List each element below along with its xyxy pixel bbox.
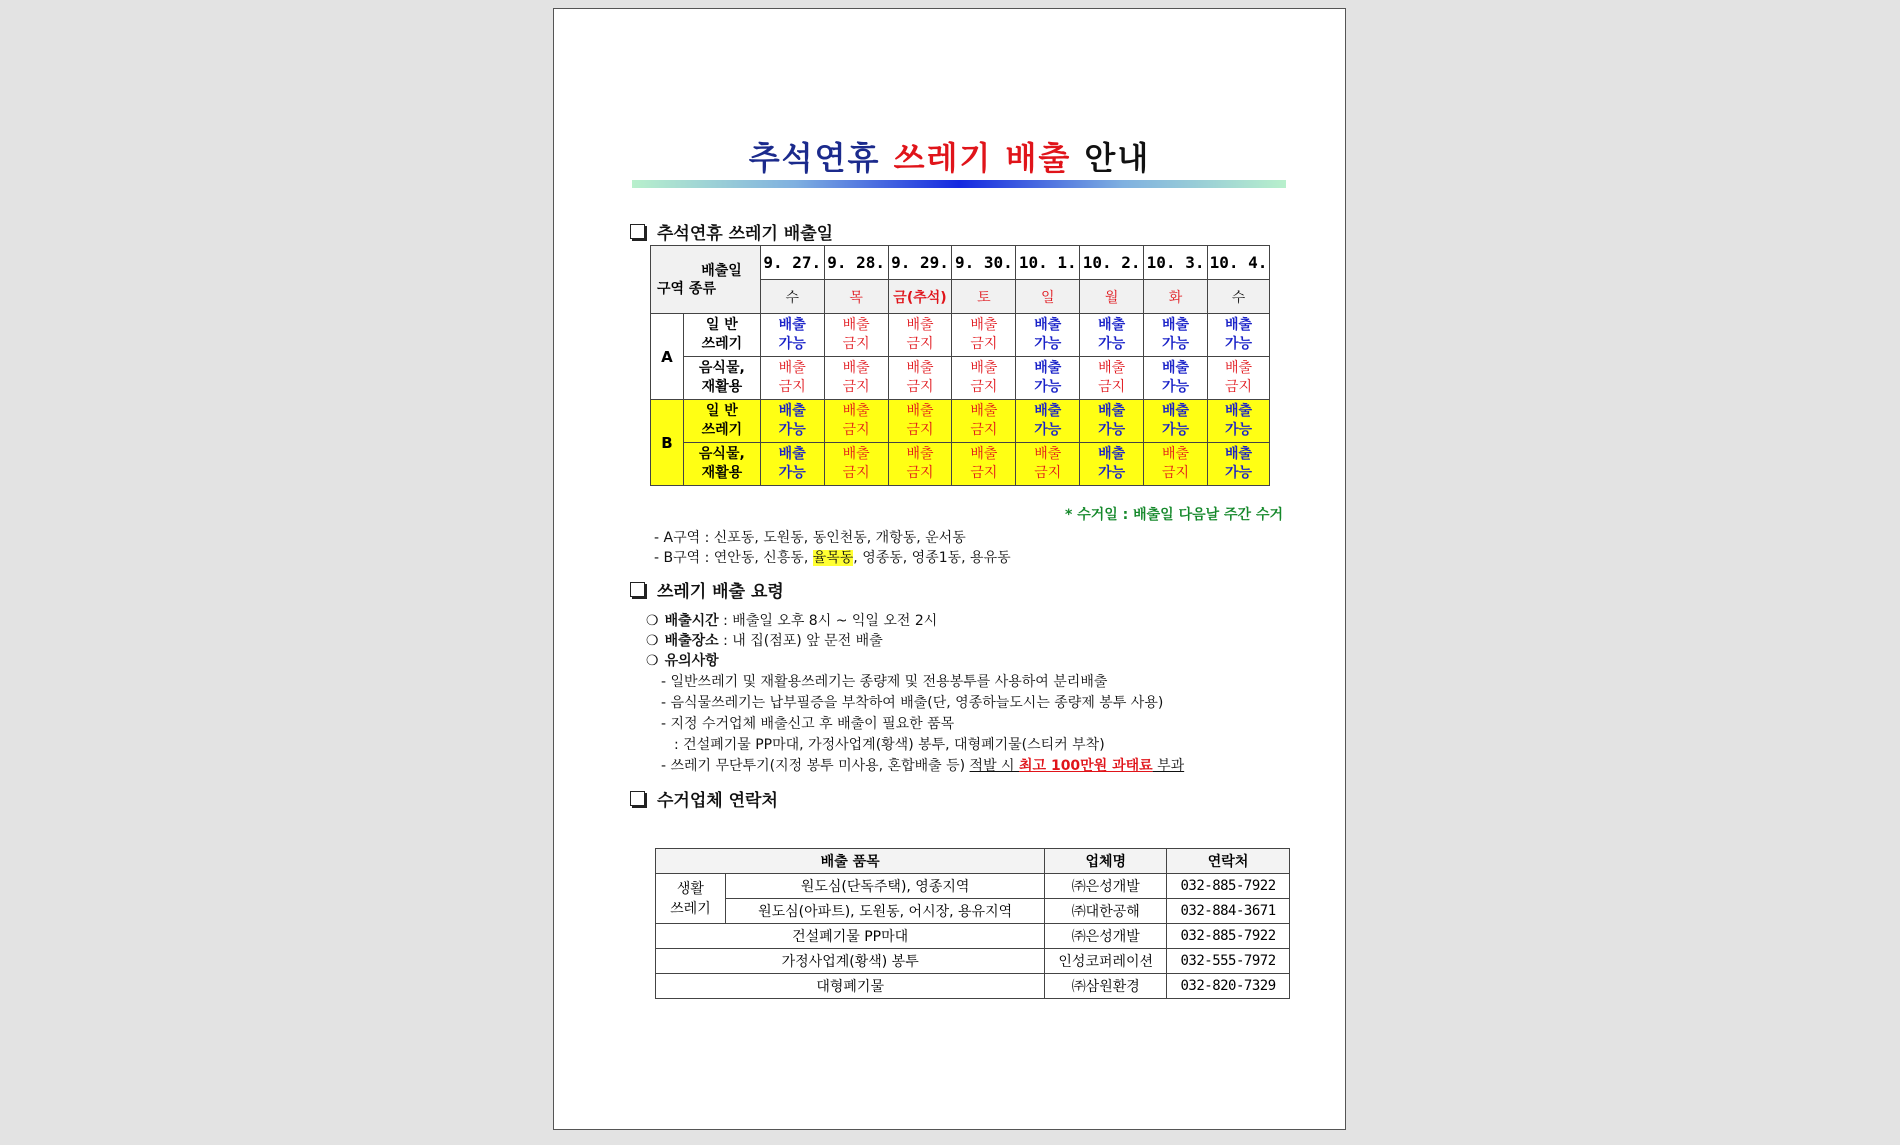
status-prohibited: 배출 금지 [952,443,1016,486]
note4-prefix: - 쓰레기 무단투기(지정 봉투 미사용, 혼합배출 등) [661,758,970,774]
status-allowed: 배출 가능 [760,443,824,486]
section1-heading [630,219,833,244]
status-prohibited: 배출 금지 [760,357,824,400]
contact-item: 대형폐기물 [656,974,1045,999]
contact-group-label: 생활 쓰레기 [656,874,726,924]
status-allowed: 배출 가능 [760,400,824,443]
status-allowed: 배출 가능 [1080,314,1144,357]
date-cell: 9. 30. [952,246,1016,280]
zone-b-highlight: 율목동 [812,550,854,566]
waste-type-label: 일 반 쓰레기 [683,400,760,443]
circle-bullet-icon: ❍ [646,653,659,669]
page-title [554,133,1345,179]
collection-note: * 수거일 : 배출일 다음날 주간 수거 [1065,507,1283,523]
contact-item: 원도심(아파트), 도원동, 어시장, 용유지역 [725,899,1044,924]
date-cell: 10. 2. [1080,246,1144,280]
status-prohibited: 배출 금지 [824,443,888,486]
note-3: - 지정 수거업체 배출신고 후 배출이 필요한 품목 [661,716,955,732]
contact-table [655,848,1290,999]
contact-header-phone: 연락처 [1167,849,1290,874]
contact-phone: 032-884-3671 [1167,899,1290,924]
contact-phone: 032-885-7922 [1167,924,1290,949]
contact-phone: 032-820-7329 [1167,974,1290,999]
status-allowed: 배출 가능 [1016,357,1080,400]
schedule-row [651,357,1270,400]
title-part3: 안내 [1084,139,1151,177]
contact-company: ㈜은성개발 [1045,924,1167,949]
checkbox-square-icon [630,224,645,239]
note4-suffix: 부과 [1152,758,1185,774]
contact-header-company: 업체명 [1045,849,1167,874]
status-prohibited: 배출 금지 [824,314,888,357]
status-prohibited: 배출 금지 [888,443,952,486]
title-underline-bar [632,180,1286,188]
contact-company: ㈜삼원환경 [1045,974,1167,999]
title-part2: 쓰레기 배출 [893,139,1072,177]
weekday-cell: 일 [1016,280,1080,314]
date-cell: 9. 29. [888,246,952,280]
weekday-cell: 수 [1208,280,1270,314]
status-prohibited: 배출 금지 [952,314,1016,357]
schedule-body [651,314,1270,486]
weekday-cell: 월 [1080,280,1144,314]
notes-label: 유의사항 [664,653,719,669]
note-3b: : 건설폐기물 PP마대, 가정사업계(황색) 봉투, 대형폐기물(스티커 부착) [674,737,1105,753]
zone-b-areas [654,547,1011,567]
note4-red-emphasis: 최고 100만원 과태료 [1019,758,1153,774]
time-label: 배출시간 [664,613,719,629]
status-allowed: 배출 가능 [1208,400,1270,443]
title-part1: 추석연휴 [748,139,881,177]
contact-phone: 032-885-7922 [1167,874,1290,899]
weekday-cell: 금(추석) [888,280,952,314]
contact-item: 원도심(단독주택), 영종지역 [725,874,1044,899]
status-allowed: 배출 가능 [1080,443,1144,486]
status-prohibited: 배출 금지 [824,357,888,400]
schedule-row [651,400,1270,443]
section2-heading-text: 쓰레기 배출 요령 [657,582,784,602]
date-cell: 10. 4. [1208,246,1270,280]
zone-b-suffix: , 영종동, 영종1동, 용유동 [853,550,1011,566]
time-value: : 배출일 오후 8시 ~ 익일 오전 2시 [718,613,938,629]
circle-bullet-icon: ❍ [646,633,659,649]
status-allowed: 배출 가능 [1080,400,1144,443]
status-prohibited: 배출 금지 [1208,357,1270,400]
zone-label: B [651,400,684,486]
notes-line [646,650,719,670]
contact-company: ㈜은성개발 [1045,874,1167,899]
contact-phone: 032-555-7972 [1167,949,1290,974]
contact-item: 가정사업계(황색) 봉투 [656,949,1045,974]
note-4 [661,755,1184,775]
status-allowed: 배출 가능 [1208,314,1270,357]
status-allowed: 배출 가능 [1016,400,1080,443]
waste-type-label: 음식물, 재활용 [683,443,760,486]
place-label: 배출장소 [664,633,719,649]
note-2: - 음식물쓰레기는 납부필증을 부착하여 배출(단, 영종하늘도시는 종량제 봉투 사용) [661,695,1164,711]
zone-b-prefix: - B구역 : 연안동, 신흥동, [654,550,813,566]
circle-bullet-icon: ❍ [646,613,659,629]
schedule-row [651,314,1270,357]
waste-type-label: 음식물, 재활용 [683,357,760,400]
schedule-row [651,443,1270,486]
checkbox-square-icon [630,582,645,597]
status-prohibited: 배출 금지 [824,400,888,443]
status-allowed: 배출 가능 [1144,314,1208,357]
date-cell: 10. 1. [1016,246,1080,280]
status-prohibited: 배출 금지 [1016,443,1080,486]
status-prohibited: 배출 금지 [1144,443,1208,486]
header-bottom-label: 구역 종류 [657,280,716,297]
waste-type-label: 일 반 쓰레기 [683,314,760,357]
section2-heading [630,577,784,602]
date-cell: 9. 27. [760,246,824,280]
contact-header-item: 배출 품목 [656,849,1045,874]
date-cell: 10. 3. [1144,246,1208,280]
header-top-label: 배출일 [701,262,742,279]
status-prohibited: 배출 금지 [1080,357,1144,400]
status-prohibited: 배출 금지 [952,357,1016,400]
section1-heading-text: 추석연휴 쓰레기 배출일 [657,224,834,244]
zone-label: A [651,314,684,400]
section3-heading-text: 수거업체 연락처 [657,791,778,811]
weekday-cell: 토 [952,280,1016,314]
document-page [553,8,1346,1130]
status-prohibited: 배출 금지 [888,314,952,357]
status-prohibited: 배출 금지 [952,400,1016,443]
place-line [646,630,883,650]
weekday-cell: 목 [824,280,888,314]
place-value: : 내 집(점포) 앞 문전 배출 [718,633,883,649]
checkbox-square-icon [630,791,645,806]
status-allowed: 배출 가능 [1016,314,1080,357]
contact-company: 인성코퍼레이션 [1045,949,1167,974]
contact-company: ㈜대한공해 [1045,899,1167,924]
status-prohibited: 배출 금지 [888,357,952,400]
status-allowed: 배출 가능 [1144,400,1208,443]
note-1: - 일반쓰레기 및 재활용쓰레기는 종량제 및 전용봉투를 사용하여 분리배출 [661,674,1108,690]
zone-a-areas: - A구역 : 신포동, 도원동, 동인천동, 개항동, 운서동 [654,530,966,546]
status-prohibited: 배출 금지 [888,400,952,443]
section3-heading [630,786,778,811]
contact-item: 건설폐기물 PP마대 [656,924,1045,949]
status-allowed: 배출 가능 [1144,357,1208,400]
weekday-cell: 화 [1144,280,1208,314]
date-cell: 9. 28. [824,246,888,280]
weekday-cell: 수 [760,280,824,314]
time-line [646,610,937,630]
note4-underlined: 적발 시 [969,758,1020,774]
status-allowed: 배출 가능 [1208,443,1270,486]
schedule-table [650,245,1270,486]
status-allowed: 배출 가능 [760,314,824,357]
schedule-corner-header [651,246,761,314]
